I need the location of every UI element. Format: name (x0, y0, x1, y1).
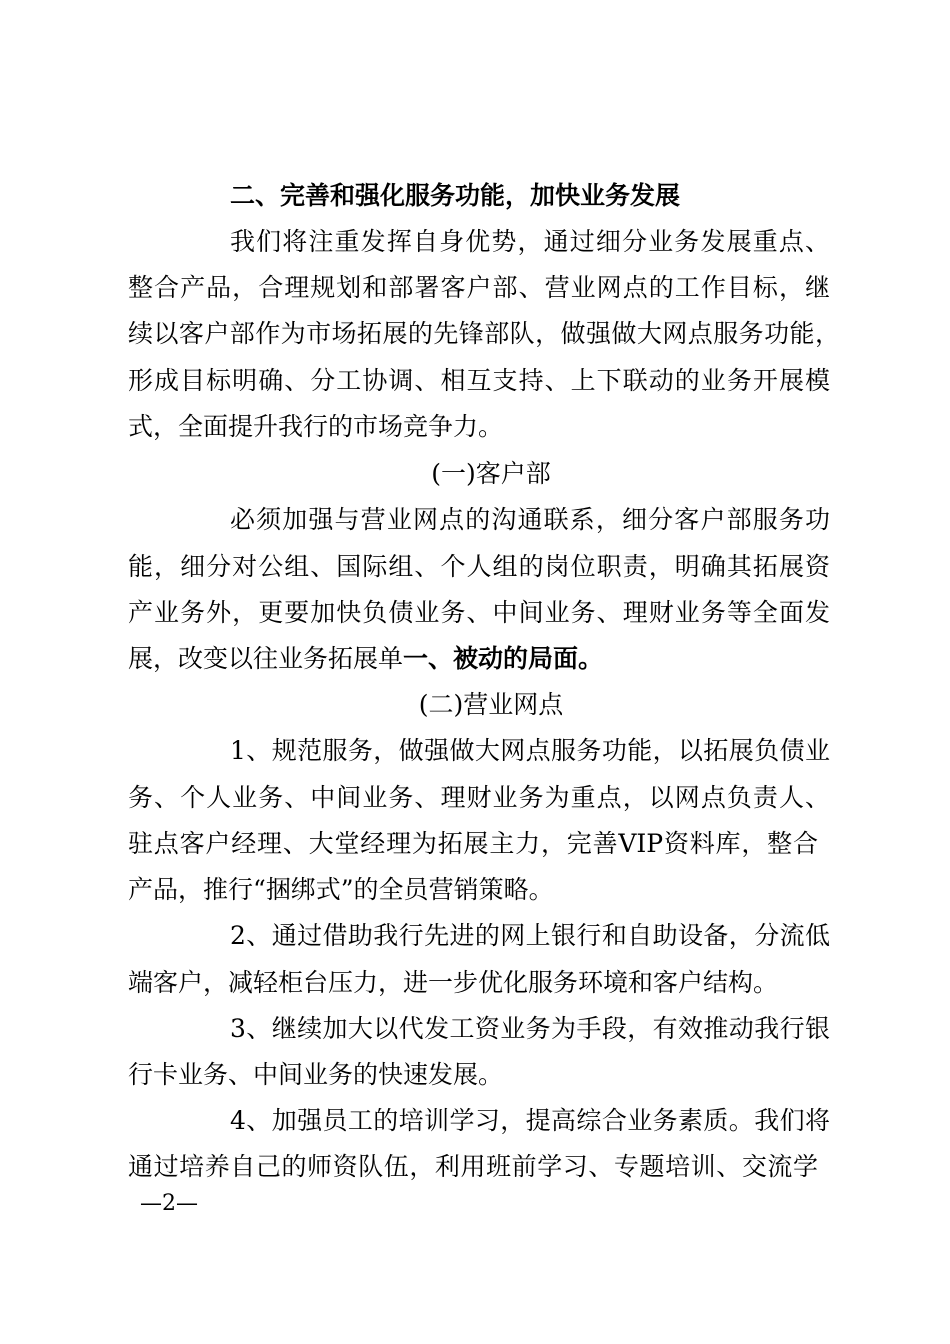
item2-line: 2、通过借助我行先进的网上银行和自助设备，分流低 (230, 921, 830, 950)
item1-line: 驻点客户经理、大堂经理为拓展主力，完善VIP资料库，整合 (128, 829, 818, 858)
section-heading: 二、完善和强化服务功能，加快业务发展 (230, 181, 681, 210)
intro-line: 续以客户部作为市场拓展的先锋部队，做强做大网点服务功能， (128, 319, 840, 348)
sub1-last-plain: 展，改变以往业务拓展单 (128, 644, 404, 673)
sub1-line: 能，细分对公组、国际组、个人组的岗位职责，明确其拓展资 (128, 552, 830, 581)
sub1-line: 产业务外，更要加快负债业务、中间业务、理财业务等全面发 (128, 598, 830, 627)
sub1-last-bold: 一、被动的局面。 (403, 644, 604, 673)
subsection-title-customer-dept: (一)客户部 (431, 459, 551, 488)
sub1-line: 必须加强与营业网点的沟通联系，细分客户部服务功 (230, 505, 830, 534)
item3-line: 行卡业务、中间业务的快速发展。 (128, 1060, 504, 1089)
item3-line: 3、继续加大以代发工资业务为手段，有效推动我行银 (230, 1014, 830, 1043)
sub1-line (128, 643, 830, 675)
intro-line: 整合产品，合理规划和部署客户部、营业网点的工作目标，继 (128, 273, 830, 302)
item1-line: 产品，推行“捆绑式”的全员营销策略。 (128, 875, 554, 904)
intro-line: 形成目标明确、分工协调、相互支持、上下联动的业务开展模 (128, 366, 830, 395)
intro-line: 我们将注重发挥自身优势，通过细分业务发展重点、 (230, 227, 830, 256)
page-number: —2— (140, 1191, 198, 1216)
intro-line: 式，全面提升我行的市场竞争力。 (128, 412, 504, 441)
item2-line: 端客户，减轻柜台压力，进一步优化服务环境和客户结构。 (128, 968, 779, 997)
item1-line: 1、规范服务，做强做大网点服务功能，以拓展负债业 (230, 736, 830, 765)
subsection-title-branches: (二)营业网点 (418, 690, 564, 719)
item4-line: 4、加强员工的培训学习，提高综合业务素质。我们将 (230, 1106, 830, 1135)
item4-line: 通过培养自己的师资队伍，利用班前学习、专题培训、交流学 (128, 1152, 818, 1181)
item1-line: 务、个人业务、中间业务、理财业务为重点，以网点负责人、 (128, 783, 830, 812)
